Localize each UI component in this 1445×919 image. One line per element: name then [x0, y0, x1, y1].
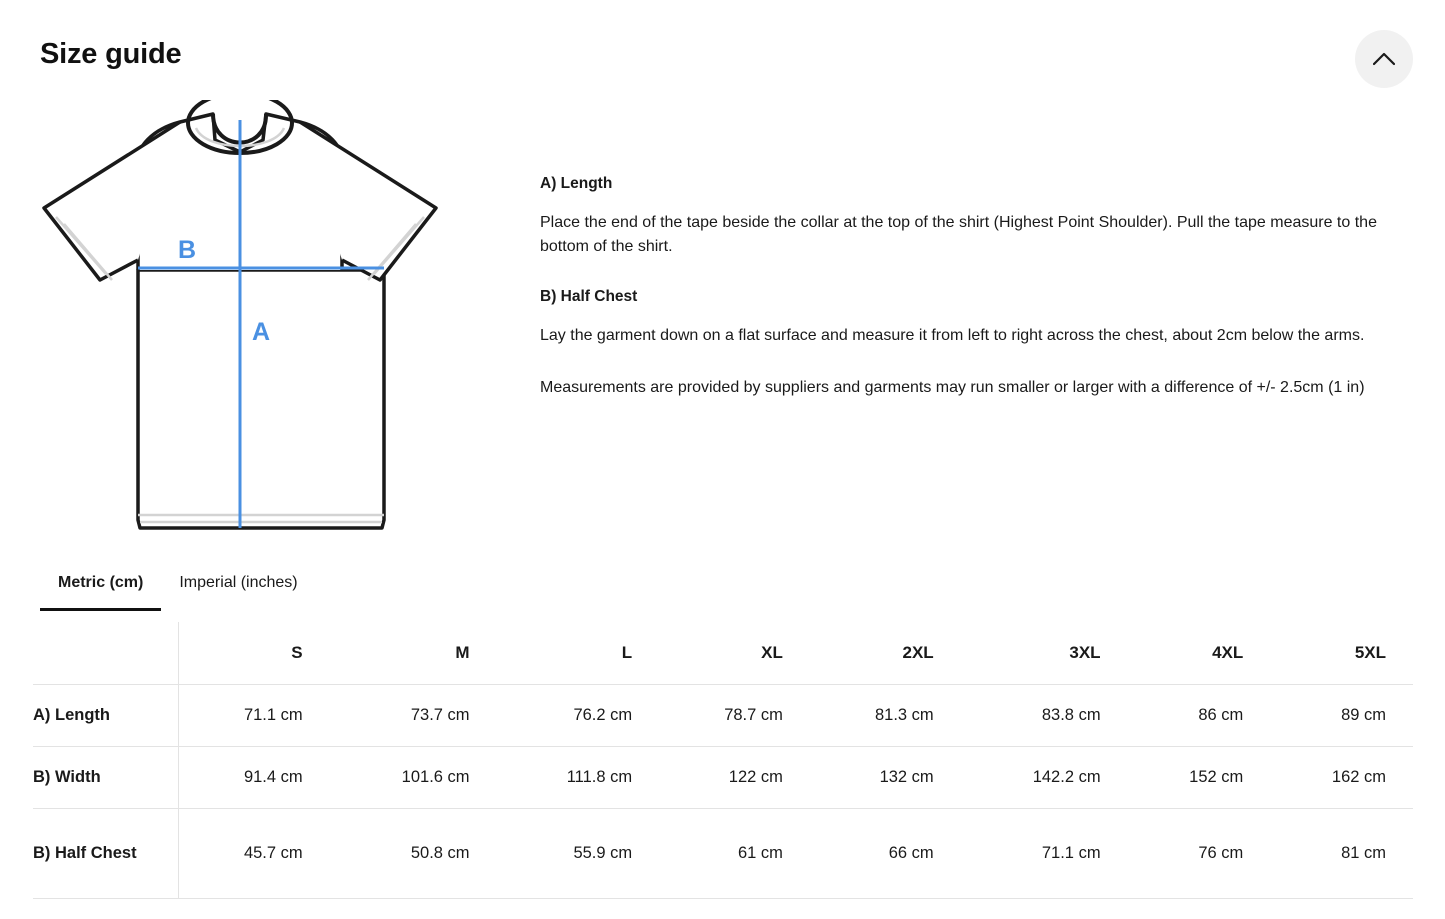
col-header-s: S — [178, 622, 330, 684]
half-chest-text: Lay the garment down on a flat surface and measure it from left to right across the chest, about 2cm below the arms. — [540, 326, 1365, 344]
cell-length-l: 76.2 cm — [497, 684, 660, 746]
table-row — [33, 808, 1413, 898]
tab-imperial[interactable]: Imperial (inches) — [161, 568, 315, 611]
col-header-2xl: 2XL — [810, 622, 961, 684]
half-chest-heading: B) Half Chest — [540, 287, 638, 305]
row-label-width: B) Width — [33, 746, 178, 808]
cell-halfchest-4xl: 76 cm — [1128, 808, 1271, 898]
length-heading: A) Length — [540, 175, 613, 192]
cell-width-3xl: 142.2 cm — [961, 746, 1128, 808]
table-header-row — [33, 622, 1413, 684]
cell-halfchest-m: 50.8 cm — [330, 808, 497, 898]
col-header-3xl: 3XL — [961, 622, 1128, 684]
cell-length-s: 71.1 cm — [178, 684, 330, 746]
diagram-label-a: A — [252, 318, 271, 346]
cell-length-4xl: 86 cm — [1128, 684, 1271, 746]
table-corner-cell — [33, 622, 178, 684]
col-header-4xl: 4XL — [1128, 622, 1271, 684]
cell-width-m: 101.6 cm — [330, 746, 497, 808]
chevron-up-icon — [1373, 52, 1395, 66]
col-header-m: M — [330, 622, 497, 684]
cell-length-3xl: 83.8 cm — [961, 684, 1128, 746]
table-row — [33, 684, 1413, 746]
cell-width-l: 111.8 cm — [497, 746, 660, 808]
cell-width-s: 91.4 cm — [178, 746, 330, 808]
cell-halfchest-xl: 61 cm — [659, 808, 810, 898]
measurement-instructions — [540, 175, 1410, 428]
cell-width-4xl: 152 cm — [1128, 746, 1271, 808]
row-label-length: A) Length — [33, 684, 178, 746]
cell-width-2xl: 132 cm — [810, 746, 961, 808]
length-text: Place the end of the tape beside the collar at the top of the shirt (Highest Point Shoulder). Pull the tape measure to the bottom of the shirt. — [540, 214, 1377, 256]
cell-halfchest-5xl: 81 cm — [1270, 808, 1413, 898]
col-header-xl: XL — [659, 622, 810, 684]
cell-halfchest-2xl: 66 cm — [810, 808, 961, 898]
collapse-button[interactable] — [1355, 30, 1413, 88]
unit-tabs — [40, 568, 316, 611]
col-header-l: L — [497, 622, 660, 684]
cell-width-5xl: 162 cm — [1270, 746, 1413, 808]
cell-length-xl: 78.7 cm — [659, 684, 810, 746]
cell-halfchest-3xl: 71.1 cm — [961, 808, 1128, 898]
tshirt-diagram — [30, 100, 500, 540]
cell-length-m: 73.7 cm — [330, 684, 497, 746]
cell-halfchest-s: 45.7 cm — [178, 808, 330, 898]
page-title: Size guide — [40, 38, 182, 70]
measurement-note: Measurements are provided by suppliers and garments may run smaller or larger with a difference of +/- 2.5cm (1 in) — [540, 378, 1365, 396]
cell-width-xl: 122 cm — [659, 746, 810, 808]
cell-length-5xl: 89 cm — [1270, 684, 1413, 746]
table-row — [33, 746, 1413, 808]
row-label-half-chest: B) Half Chest — [33, 808, 178, 898]
cell-halfchest-l: 55.9 cm — [497, 808, 660, 898]
col-header-5xl: 5XL — [1270, 622, 1413, 684]
diagram-label-b: B — [178, 236, 197, 264]
size-chart-table — [33, 622, 1413, 899]
tab-metric[interactable]: Metric (cm) — [40, 568, 161, 611]
cell-length-2xl: 81.3 cm — [810, 684, 961, 746]
